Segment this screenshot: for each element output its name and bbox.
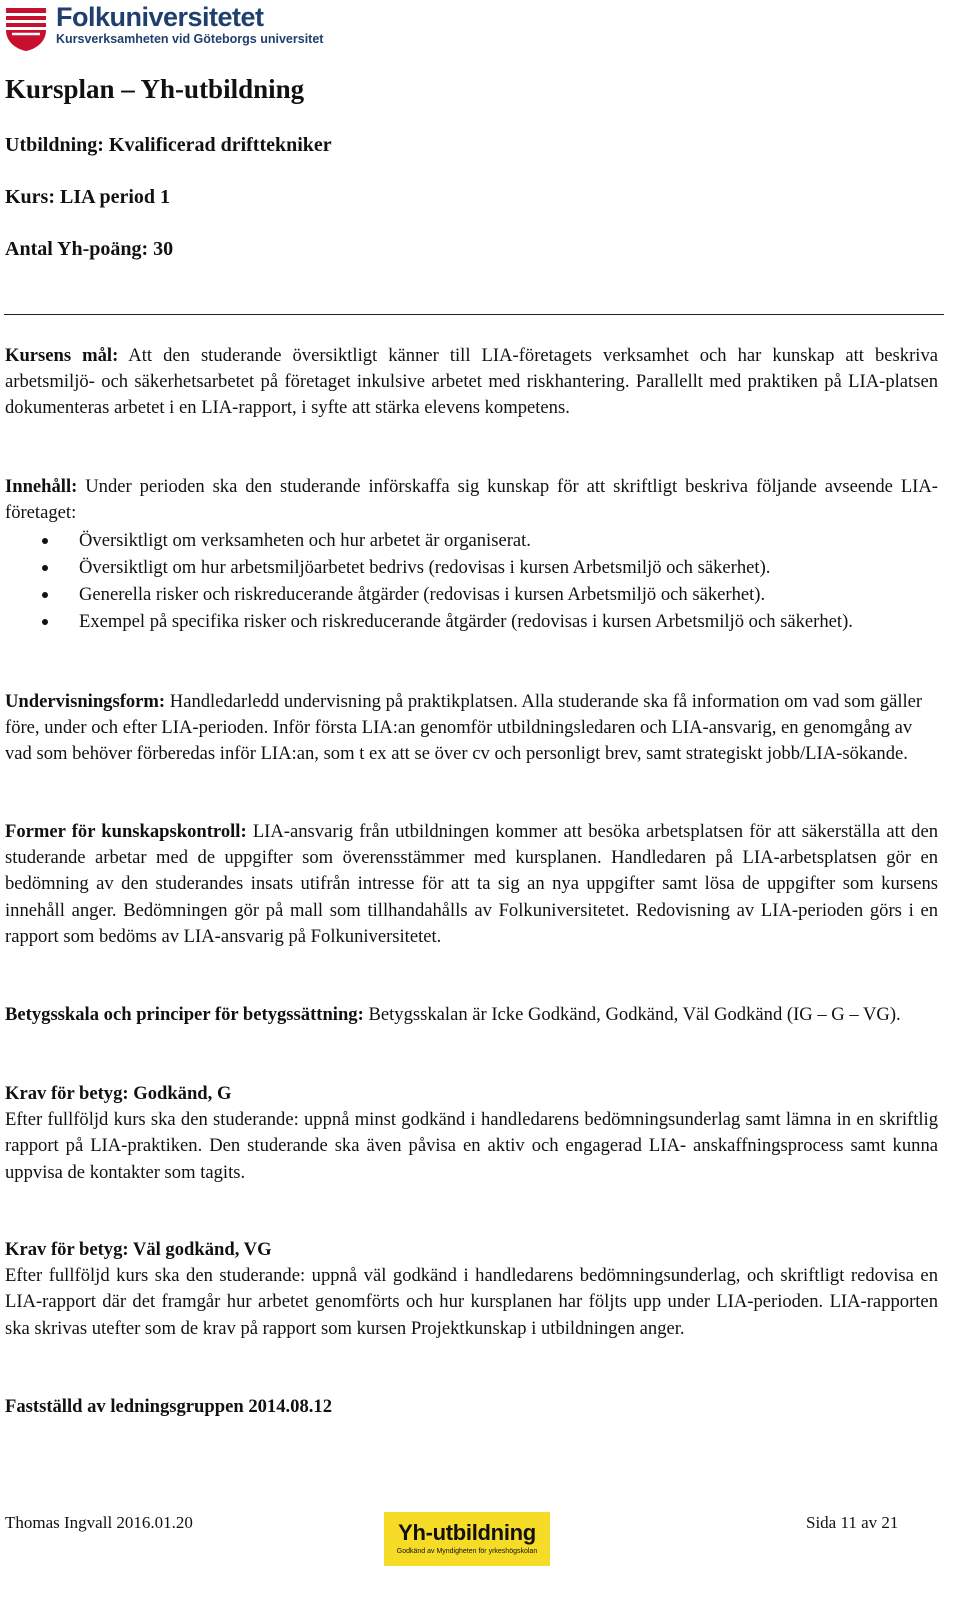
poang-line: Antal Yh-poäng: 30 bbox=[5, 238, 174, 260]
betygsskala-text: Betygsskalan är Icke Godkänd, Godkänd, Väl Godkänd (IG – G – VG). bbox=[368, 1004, 901, 1025]
krav-g-text: Efter fullföljd kurs ska den studerande: uppnå minst godkänd i handledarens bedömningsunderlag samt lämna in en skriftlig rapport på LIA-praktiken. Den studerande ska även påvisa en aktiv och engagerad LIA- anskaffningsprocess samt kunna uppvisa de kontakter som tagits. bbox=[5, 1109, 938, 1183]
faststalld-line: Fastställd av ledningsgruppen 2014.08.12 bbox=[5, 1396, 332, 1417]
bullet-icon bbox=[42, 538, 48, 544]
kontroll-paragraph bbox=[5, 819, 938, 950]
kurs-line: Kurs: LIA period 1 bbox=[5, 186, 171, 208]
kontroll-text: LIA-ansvarig från utbildningen kommer att besöka arbetsplatsen för att säkerställa att den studerande arbetar med de uppgifter som överensstämmer med kursplanen. Handledaren på LIA-arbetsplatsen gör en bedömning av den studerandes insats utifrån intresse för att ta sig an nya uppgifter samt lösa de uppgifter som kursens innehåll anger. Bedömningen gör på mall som tillhandahålls av Folkuniversitetet. Redovisning av LIA-perioden görs i en rapport som bedöms av LIA-ansvarig på Folkuniversitetet. bbox=[5, 821, 938, 947]
mal-label: Kursens mål: bbox=[5, 345, 119, 366]
undervisning-text: Handledarledd undervisning på praktikplatsen. Alla studerande ska få information om vad som gäller före, under och efter LIA-perioden. Inför första LIA:an genomför utbildningsledaren och LIA-ansvarig, en genomgång av vad som behöver förberedas inför LIA:an, som t ex att se över cv och personligt brev, samt strategiskt jobb/LIA-sökande. bbox=[5, 691, 923, 765]
utbildning-line: Utbildning: Kvalificerad drifttekniker bbox=[5, 134, 332, 156]
badge-title: Yh-utbildning bbox=[398, 1520, 536, 1545]
list-item: Generella risker och riskreducerande åtgärder (redovisas i kursen Arbetsmiljö och säkerhet). bbox=[5, 581, 938, 608]
krav-g-paragraph bbox=[5, 1081, 938, 1186]
krav-vg-paragraph bbox=[5, 1237, 938, 1342]
betygsskala-label: Betygsskala och principer för betygssättning: bbox=[5, 1004, 364, 1025]
list-item: Översiktligt om verksamheten och hur arbetet är organiserat. bbox=[5, 527, 938, 554]
page-number: Sida 11 av 21 bbox=[806, 1513, 899, 1532]
badge-subtitle: Godkänd av Myndigheten för yrkeshögskolan bbox=[396, 1548, 538, 1555]
bullet-icon bbox=[42, 565, 48, 571]
logo-subtitle: Kursverksamheten vid Göteborgs universitet bbox=[56, 32, 324, 46]
page-title: Kursplan – Yh-utbildning bbox=[5, 74, 305, 104]
divider bbox=[4, 314, 944, 315]
list-item: Översiktligt om hur arbetsmiljöarbetet bedrivs (redovisas i kursen Arbetsmiljö och säkerhet). bbox=[5, 554, 938, 581]
krav-vg-text: Efter fullföljd kurs ska den studerande: uppnå väl godkänd i handledarens bedömningsunderlag, och skriftligt redovisa en LIA-rapport där det framgår hur arbetet genomförts och hur kursplanen har följts upp under LIA-perioden. LIA-rapporten ska skrivas utefter som de krav på rapport som kursen Projektkunskap i utbildningen anger. bbox=[5, 1265, 938, 1339]
yh-utbildning-badge bbox=[384, 1512, 550, 1566]
innehall-list bbox=[5, 527, 938, 635]
innehall-text: Under perioden ska den studerande införskaffa sig kunskap för att skriftligt beskriva följande avseende LIA-företaget: bbox=[5, 476, 938, 524]
undervisning-label: Undervisningsform: bbox=[5, 691, 166, 712]
mal-paragraph bbox=[5, 343, 938, 422]
krav-vg-heading: Krav för betyg: Väl godkänd, VG bbox=[5, 1239, 272, 1260]
folkuniversitetet-emblem-icon bbox=[4, 4, 48, 52]
krav-g-heading: Krav för betyg: Godkänd, G bbox=[5, 1083, 232, 1104]
mal-text: Att den studerande översiktligt känner till LIA-företagets verksamhet och har kunskap att beskriva arbetsmiljö- och säkerhetsarbetet på företaget inkulsive arbetet med riskhantering. Parallellt med praktiken på LIA-platsen dokumenteras arbetet i en LIA-rapport, i syfte att stärka elevens kompetens. bbox=[5, 345, 938, 419]
logo-name: Folkuniversitetet bbox=[56, 2, 264, 32]
header-logo bbox=[4, 2, 323, 52]
bullet-icon bbox=[42, 619, 48, 625]
list-item: Exempel på specifika risker och riskreducerande åtgärder (redovisas i kursen Arbetsmiljö och säkerhet). bbox=[5, 608, 938, 635]
kontroll-label: Former för kunskapskontroll: bbox=[5, 821, 247, 842]
innehall-paragraph bbox=[5, 474, 938, 526]
footer-author-date: Thomas Ingvall 2016.01.20 bbox=[5, 1513, 193, 1532]
innehall-label: Innehåll: bbox=[5, 476, 78, 497]
undervisning-paragraph bbox=[5, 689, 938, 768]
bullet-icon bbox=[42, 592, 48, 598]
betygsskala-paragraph bbox=[5, 1002, 938, 1028]
